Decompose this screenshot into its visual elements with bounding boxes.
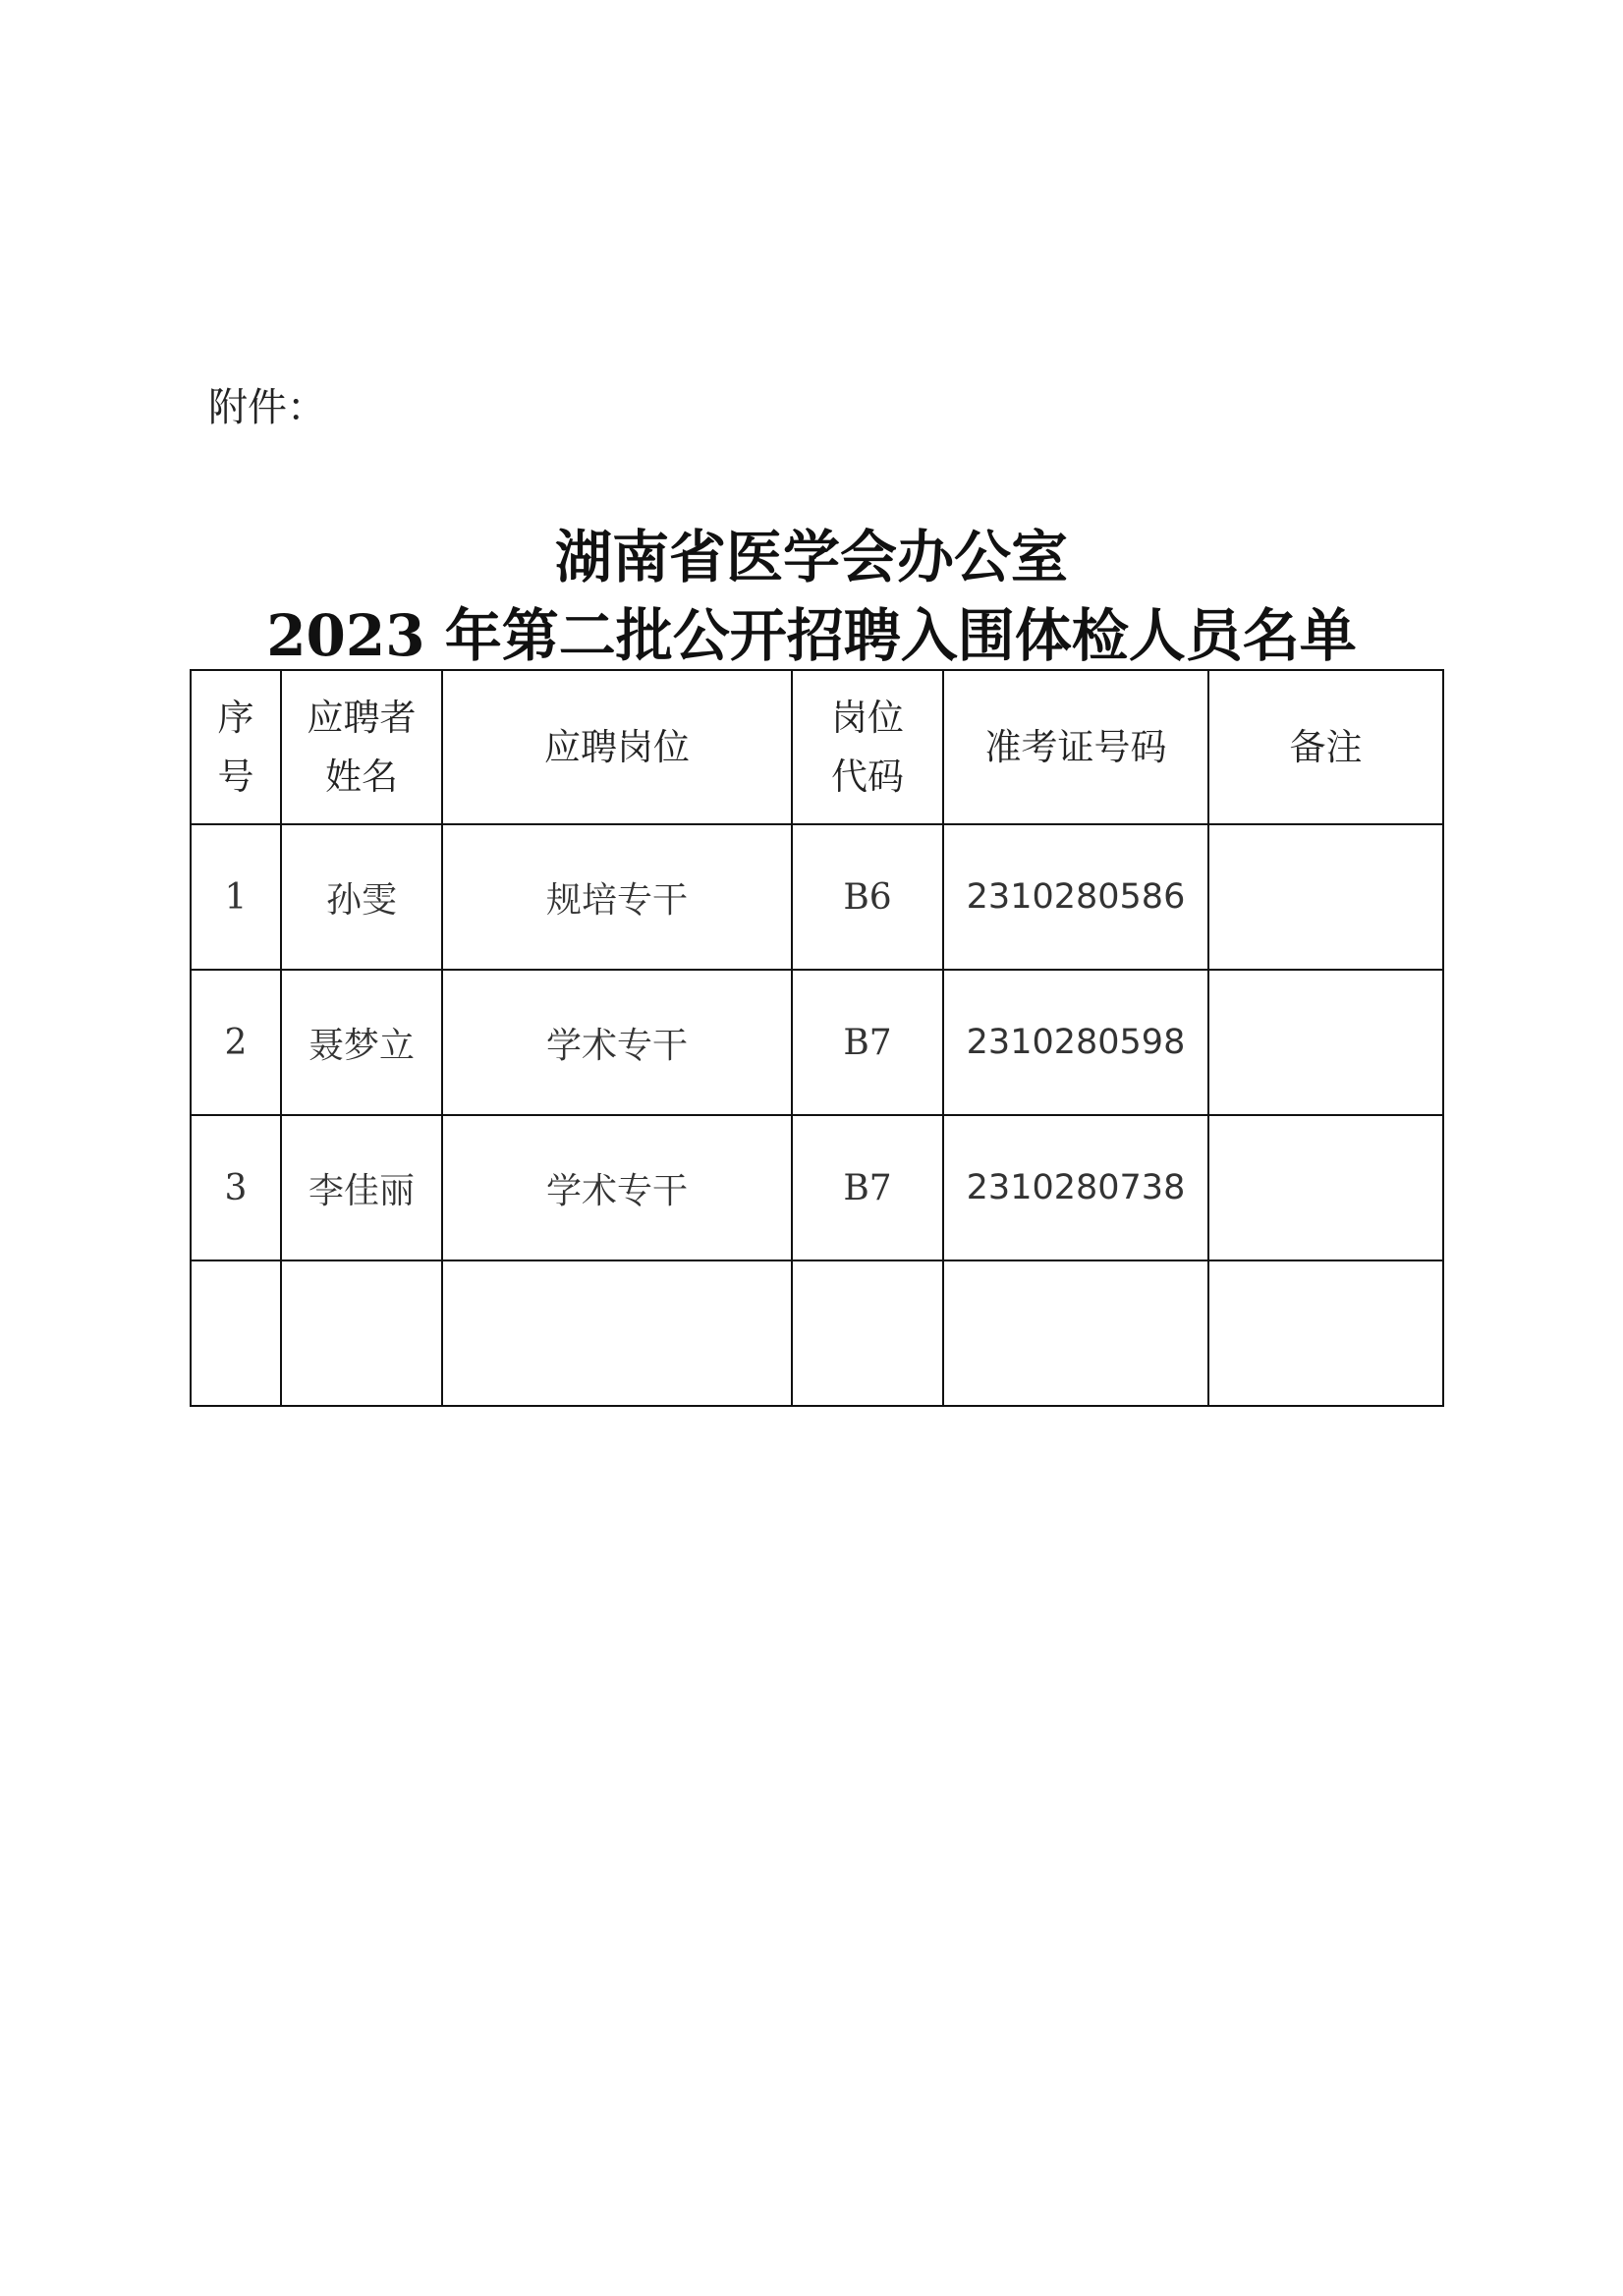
cell-remark bbox=[1208, 1115, 1443, 1260]
cell-seq: 3 bbox=[191, 1115, 281, 1260]
cell-seq: 1 bbox=[191, 824, 281, 970]
cell-exam-no: 2310280598 bbox=[943, 970, 1208, 1115]
cell-position bbox=[442, 1260, 792, 1406]
document-title-line2: 2023 年第二批公开招聘入围体检人员名单 bbox=[266, 602, 1357, 669]
attachment-label: 附件： bbox=[208, 385, 326, 430]
cell-code: B7 bbox=[792, 1115, 943, 1260]
header-name-line1: 应聘者 bbox=[307, 696, 417, 739]
cell-remark bbox=[1208, 1260, 1443, 1406]
table-row-empty bbox=[191, 1260, 1443, 1406]
header-code-line2: 代码 bbox=[831, 755, 904, 798]
table-header-row bbox=[191, 670, 1443, 824]
table-row bbox=[191, 970, 1443, 1115]
cell-exam-no: 2310280738 bbox=[943, 1115, 1208, 1260]
table-row bbox=[191, 824, 1443, 970]
cell-name: 李佳丽 bbox=[281, 1115, 442, 1260]
header-seq bbox=[191, 670, 281, 824]
header-seq-line2: 号 bbox=[217, 755, 254, 798]
cell-seq: 2 bbox=[191, 970, 281, 1115]
cell-code bbox=[792, 1260, 943, 1406]
cell-exam-no: 2310280586 bbox=[943, 824, 1208, 970]
cell-name: 聂梦立 bbox=[281, 970, 442, 1115]
cell-seq bbox=[191, 1260, 281, 1406]
cell-exam-no bbox=[943, 1260, 1208, 1406]
header-code bbox=[792, 670, 943, 824]
cell-position: 规培专干 bbox=[442, 824, 792, 970]
cell-position: 学术专干 bbox=[442, 970, 792, 1115]
header-exam-no: 准考证号码 bbox=[943, 670, 1208, 824]
document-title-line1: 湖南省医学会办公室 bbox=[554, 524, 1068, 590]
table-row bbox=[191, 1115, 1443, 1260]
cell-remark bbox=[1208, 970, 1443, 1115]
cell-name bbox=[281, 1260, 442, 1406]
header-seq-line1: 序 bbox=[217, 696, 254, 739]
cell-code: B7 bbox=[792, 970, 943, 1115]
candidate-table bbox=[190, 669, 1444, 1407]
header-name bbox=[281, 670, 442, 824]
header-remark: 备注 bbox=[1208, 670, 1443, 824]
cell-name: 孙雯 bbox=[281, 824, 442, 970]
cell-position: 学术专干 bbox=[442, 1115, 792, 1260]
cell-remark bbox=[1208, 824, 1443, 970]
header-position: 应聘岗位 bbox=[442, 670, 792, 824]
header-name-line2: 姓名 bbox=[325, 755, 398, 798]
header-code-line1: 岗位 bbox=[831, 696, 904, 739]
cell-code: B6 bbox=[792, 824, 943, 970]
